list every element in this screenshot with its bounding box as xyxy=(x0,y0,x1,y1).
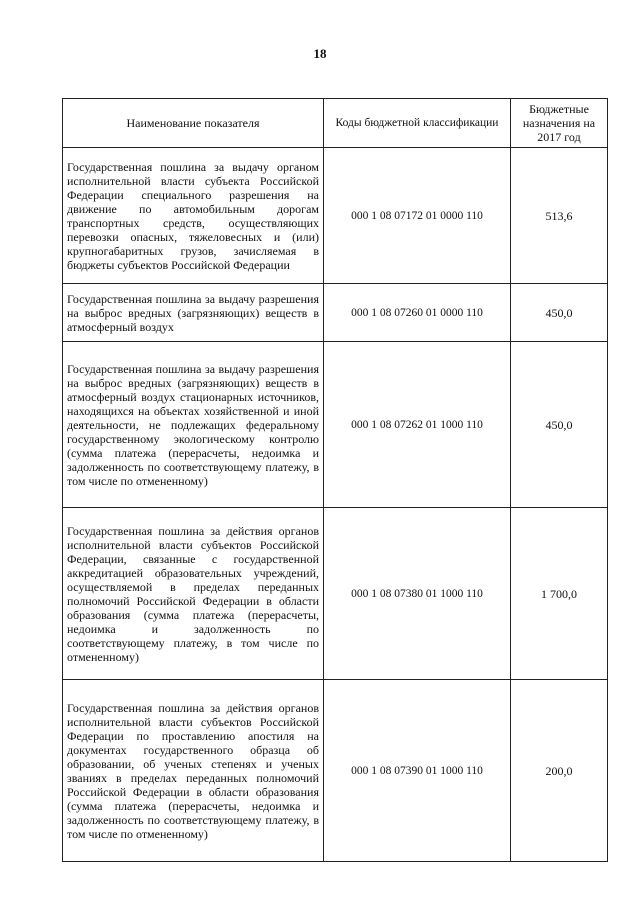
amount-cell: 1 700,0 xyxy=(511,508,608,680)
header-budget-codes: Коды бюджетной классификации xyxy=(324,99,511,148)
budget-code-cell: 000 1 08 07262 01 1000 110 xyxy=(324,342,511,508)
indicator-name-cell: Государственная пошлина за выдачу разрешения на выброс вредных (загрязняющих) веществ в атмосферный воздух xyxy=(63,284,324,342)
table-header-row xyxy=(63,99,608,148)
budget-code-cell: 000 1 08 07260 01 0000 110 xyxy=(324,284,511,342)
indicator-name-cell: Государственная пошлина за выдачу органом исполнительной власти субъекта Российской Федерации специального разрешения на движение по автомобильным дорогам транспортных средств, осуществляющих перевозки опасных, тяжеловесных и (или) крупногабаритных грузов, зачисляемая в бюджеты субъектов Российской Федерации xyxy=(63,148,324,284)
budget-table xyxy=(62,98,608,862)
table-row xyxy=(63,284,608,342)
table-row xyxy=(63,508,608,680)
page-number: 18 xyxy=(313,46,327,61)
indicator-name-cell: Государственная пошлина за действия органов исполнительной власти субъектов Российской Федерации по проставлению апостиля на документах государственного образца об образовании, об ученых степенях и ученых званиях в пределах переданных полномочий Российской Федерации в области образования (сумма платежа (перерасчеты, недоимка и задолженность по соответствующему платежу, в том числе по отмененному) xyxy=(63,680,324,862)
budget-code-cell: 000 1 08 07172 01 0000 110 xyxy=(324,148,511,284)
amount-cell: 200,0 xyxy=(511,680,608,862)
budget-code-cell: 000 1 08 07390 01 1000 110 xyxy=(324,680,511,862)
table-row xyxy=(63,148,608,284)
table-row xyxy=(63,680,608,862)
header-indicator-name: Наименование показателя xyxy=(63,99,324,148)
indicator-name-cell: Государственная пошлина за действия органов исполнительной власти субъектов Российской Федерации, связанные с государственной аккредитацией образовательных учреждений, осуществляемой в пределах переданных полномочий Российской Федерации в области образования (сумма платежа (перерасчеты, недоимка и задолженность по соответствующему платежу, в том числе по отмененному) xyxy=(63,508,324,680)
header-budget-allocations: Бюджетные назначения на 2017 год xyxy=(511,99,608,148)
table-row xyxy=(63,342,608,508)
amount-cell: 450,0 xyxy=(511,284,608,342)
budget-code-cell: 000 1 08 07380 01 1000 110 xyxy=(324,508,511,680)
amount-cell: 513,6 xyxy=(511,148,608,284)
indicator-name-cell: Государственная пошлина за выдачу разрешения на выброс вредных (загрязняющих) веществ в атмосферный воздух стационарных источников, находящихся на объектах хозяйственной и иной деятельности, не подлежащих федеральному государственному экологическому контролю (сумма платежа (перерасчеты, недоимка и задолженность по соответствующему платежу, в том числе по отмененному) xyxy=(63,342,324,508)
amount-cell: 450,0 xyxy=(511,342,608,508)
